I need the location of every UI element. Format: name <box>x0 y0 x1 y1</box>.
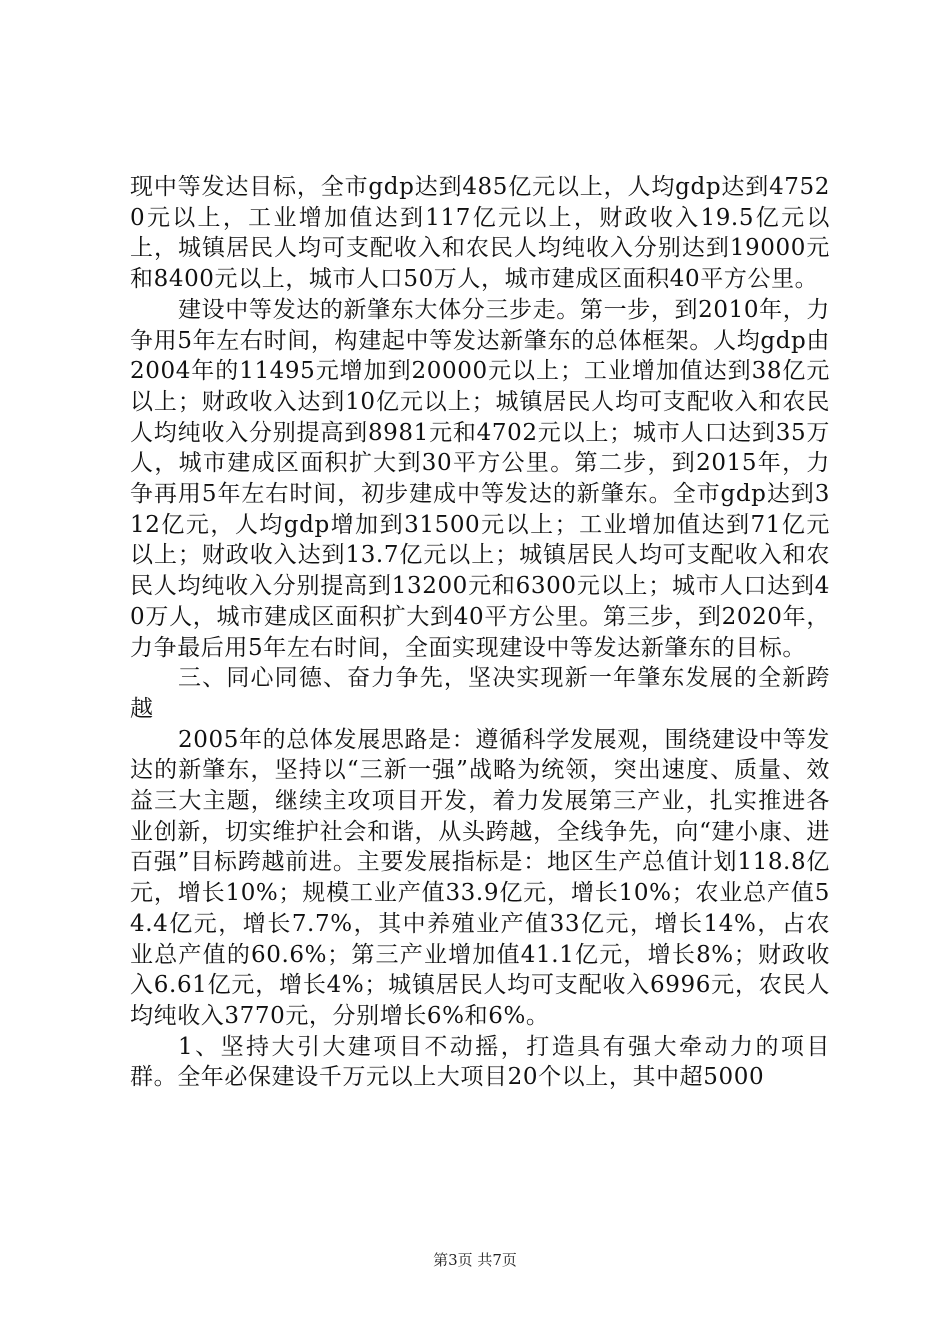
page-number-footer: 第3页 共7页 <box>433 1251 517 1269</box>
document-body <box>130 172 830 1093</box>
paragraph-2005-plan: 2005年的总体发展思路是：遵循科学发展观，围绕建设中等发达的新肇东，坚持以“三新一强”战略为统领，突出速度、质量、效益三大主题，继续主攻项目开发，着力发展第三产业，扎实推进各业创新，切实维护社会和谐，从头跨越，全线争先，向“建小康、进百强”目标跨越前进。主要发展指标是：地区生产总值计划118.8亿元，增长10%；规模工业产值33.9亿元，增长10%；农业总产值54.4亿元，增长7.7%，其中养殖业产值33亿元，增长14%，占农业总产值的60.6%；第三产业增加值41.1亿元，增长8%；财政收入6.61亿元，增长4%；城镇居民人均可支配收入6996元，农民人均纯收入3770元，分别增长6%和6%。 <box>130 726 830 1029</box>
section-heading: 三、同心同德、奋力争先，坚决实现新一年肇东发展的全新跨越 <box>130 665 830 722</box>
paragraph-continuation: 现中等发达目标，全市gdp达到485亿元以上，人均gdp达到47520元以上，工业增加值达到117亿元以上，财政收入19.5亿元以上，城镇居民人均可支配收入和农民人均纯收入分别达到19000元和8400元以上，城市人口50万人，城市建成区面积40平方公里。 <box>130 174 830 293</box>
paragraph-projects: 1、坚持大引大建项目不动摇，打造具有强大牵动力的项目群。全年必保建设千万元以上大项目20个以上，其中超5000 <box>130 1033 830 1091</box>
paragraph-three-steps: 建设中等发达的新肇东大体分三步走。第一步，到2010年，力争用5年左右时间，构建起中等发达新肇东的总体框架。人均gdp由2004年的11495元增加到20000元以上；工业增加值达到38亿元以上；财政收入达到10亿元以上；城镇居民人均可支配收入和农民人均纯收入分别提高到8981元和4702元以上；城市人口达到35万人，城市建成区面积扩大到30平方公里。第二步，到2015年，力争再用5年左右时间，初步建成中等发达的新肇东。全市gdp达到312亿元，人均gdp增加到31500元以上；工业增加值达到71亿元以上；财政收入达到13.7亿元以上；城镇居民人均可支配收入和农民人均纯收入分别提高到13200元和6300元以上；城市人口达到40万人，城市建成区面积扩大到40平方公里。第三步，到2020年，力争最后用5年左右时间，全面实现建设中等发达新肇东的目标。 <box>130 296 830 661</box>
